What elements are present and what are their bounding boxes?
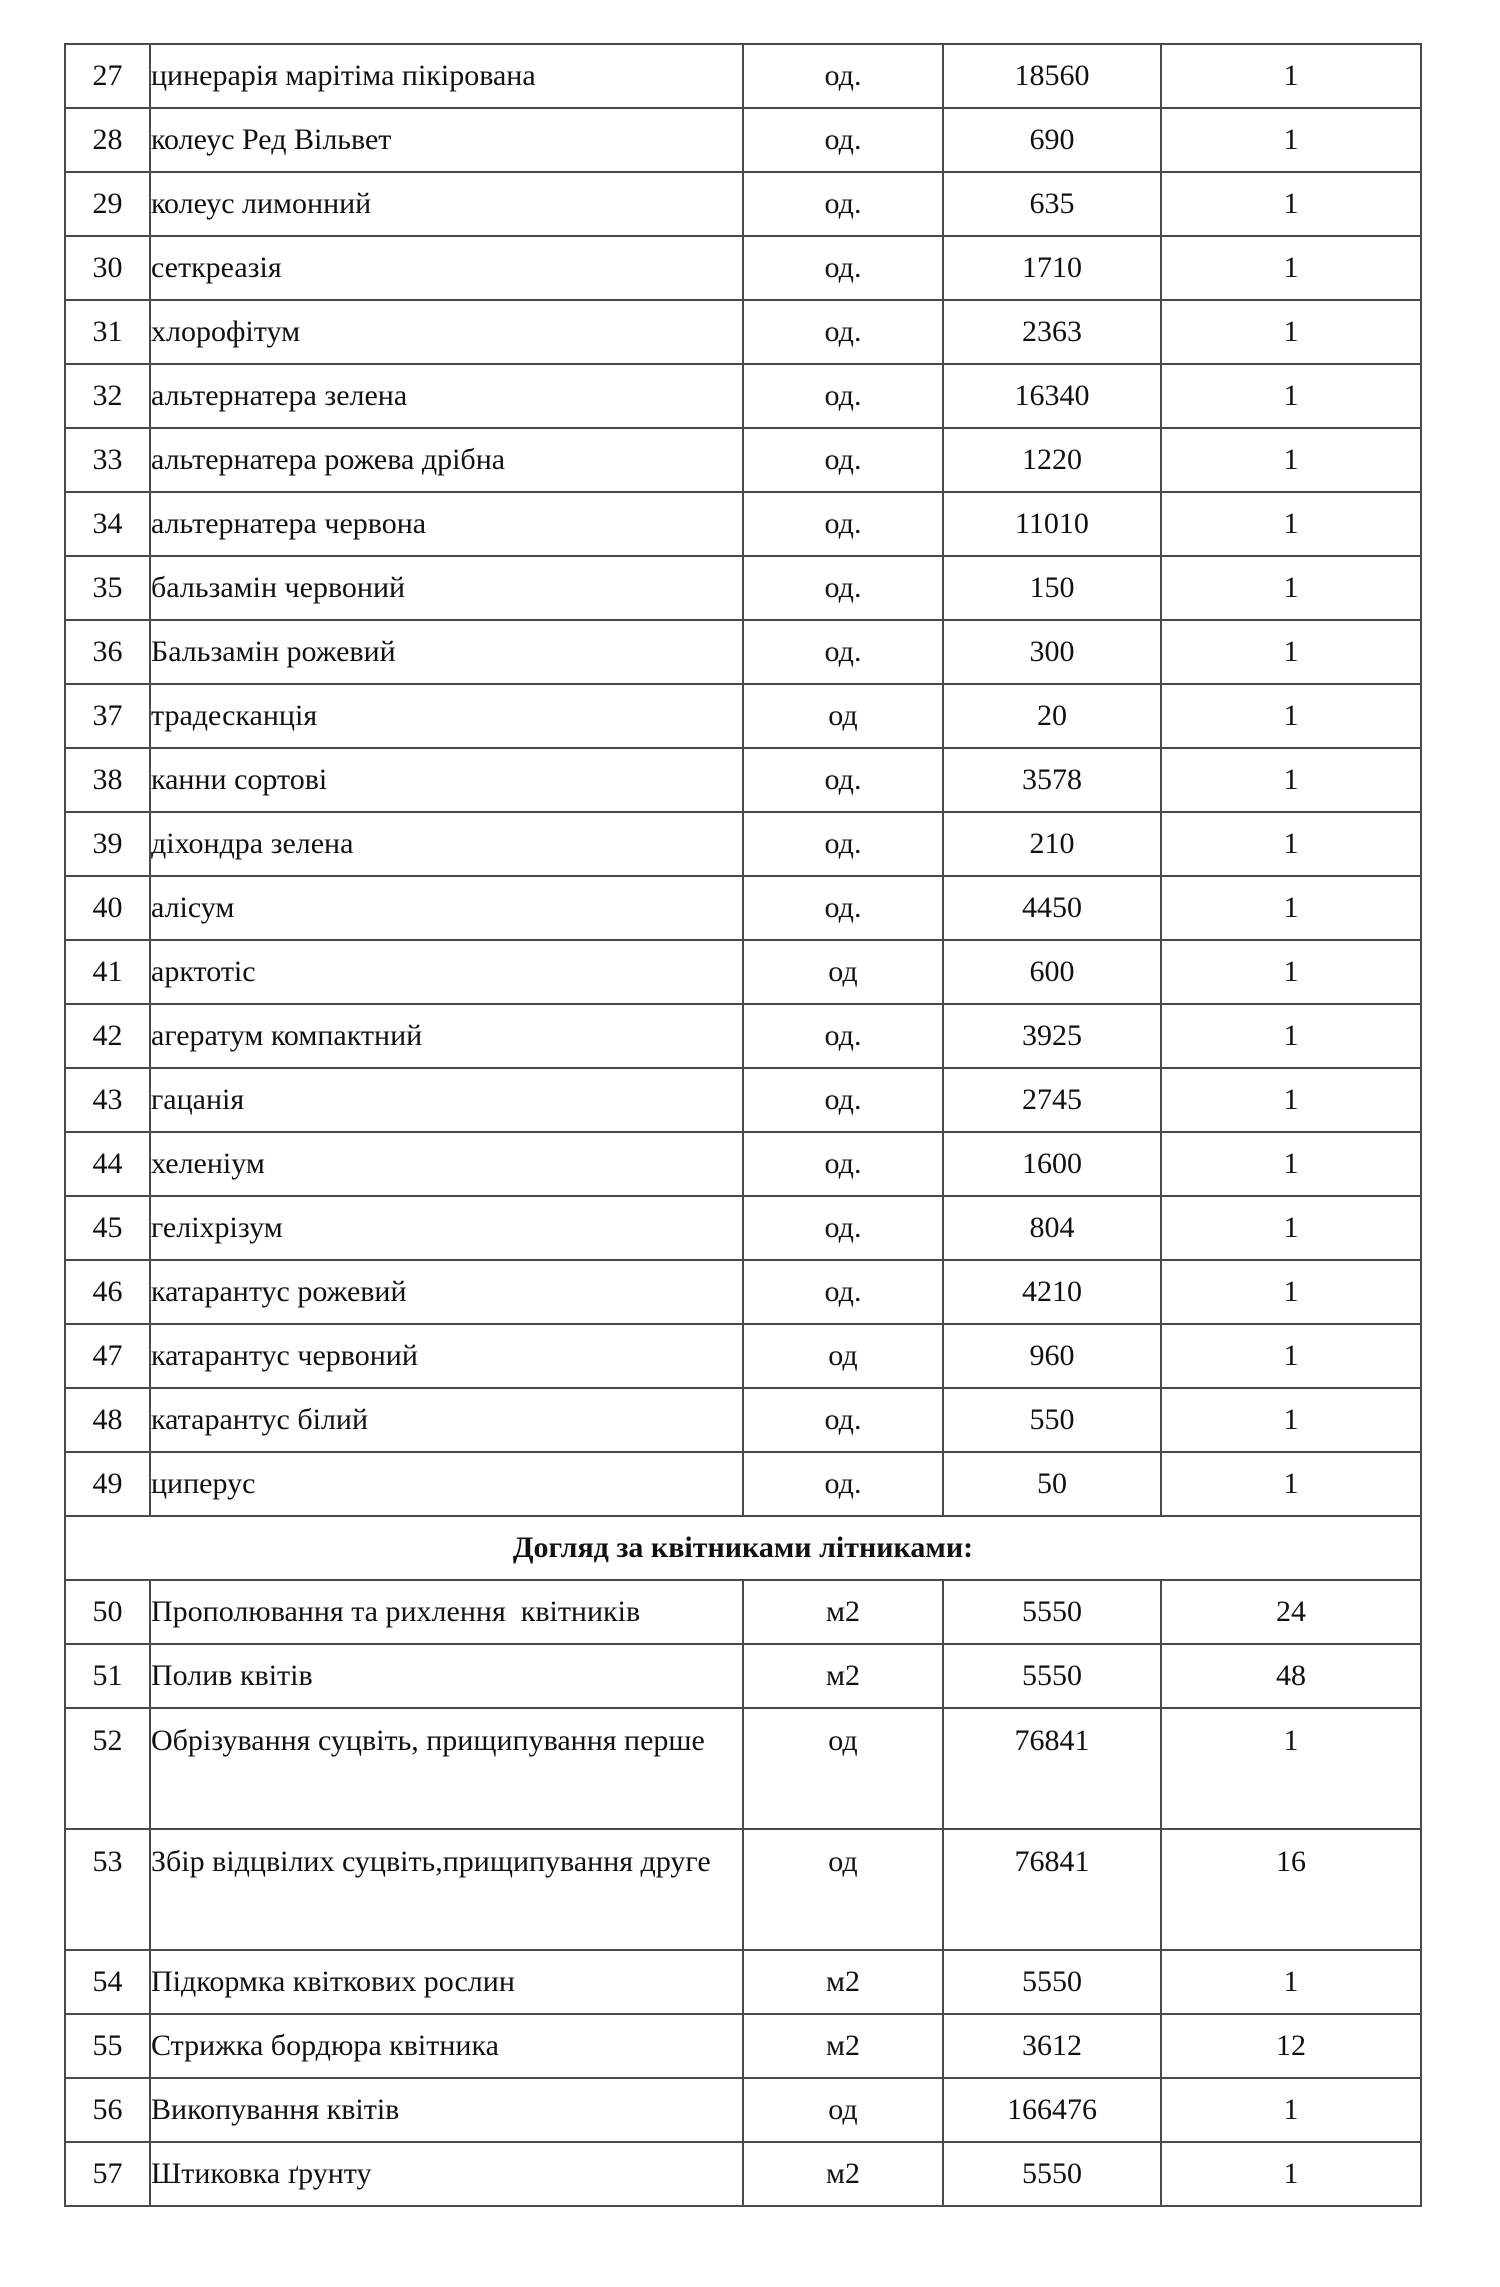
row-frequency: 1 [1161,876,1421,940]
row-quantity: 20 [943,684,1161,748]
row-unit: м2 [743,1644,943,1708]
row-frequency: 1 [1161,364,1421,428]
row-number: 30 [65,236,150,300]
table-row [65,748,1421,812]
table-row [65,1004,1421,1068]
table-row [65,2142,1421,2206]
row-name: альтернатера рожева дрібна [150,428,743,492]
row-unit: од. [743,492,943,556]
row-unit: од. [743,236,943,300]
row-name: Підкормка квіткових рослин [150,1950,743,2014]
table-row [65,876,1421,940]
table-row [65,1388,1421,1452]
row-number: 42 [65,1004,150,1068]
table-row [65,1829,1421,1950]
row-unit: од. [743,876,943,940]
row-quantity: 1600 [943,1132,1161,1196]
row-quantity: 5550 [943,1644,1161,1708]
table-row [65,1708,1421,1829]
row-number: 56 [65,2078,150,2142]
row-frequency: 1 [1161,44,1421,108]
row-quantity: 50 [943,1452,1161,1516]
row-quantity: 3925 [943,1004,1161,1068]
row-unit: м2 [743,2014,943,2078]
table-row [65,556,1421,620]
row-unit: од. [743,556,943,620]
row-number: 51 [65,1644,150,1708]
table-row [65,172,1421,236]
row-number: 49 [65,1452,150,1516]
row-name: Збір відцвілих суцвіть,прищипування друге [150,1829,743,1950]
row-name: сеткреазія [150,236,743,300]
row-quantity: 3612 [943,2014,1161,2078]
row-frequency: 1 [1161,1132,1421,1196]
row-quantity: 210 [943,812,1161,876]
row-number: 28 [65,108,150,172]
table-row [65,236,1421,300]
table-row [65,1324,1421,1388]
row-number: 44 [65,1132,150,1196]
row-name: Викопування квітів [150,2078,743,2142]
row-number: 38 [65,748,150,812]
row-unit: од. [743,364,943,428]
row-number: 32 [65,364,150,428]
table-row [65,2078,1421,2142]
row-frequency: 1 [1161,2142,1421,2206]
table-row [65,108,1421,172]
table-row [65,492,1421,556]
row-unit: м2 [743,1580,943,1644]
row-unit: од. [743,108,943,172]
row-quantity: 18560 [943,44,1161,108]
row-name: діхондра зелена [150,812,743,876]
row-quantity: 5550 [943,2142,1161,2206]
row-unit: од. [743,1068,943,1132]
row-quantity: 5550 [943,1950,1161,2014]
row-unit: од. [743,1004,943,1068]
row-unit: од [743,2078,943,2142]
row-name: хеленіум [150,1132,743,1196]
row-number: 57 [65,2142,150,2206]
row-name: Бальзамін рожевий [150,620,743,684]
row-quantity: 2363 [943,300,1161,364]
row-frequency: 1 [1161,172,1421,236]
row-name: Полив квітів [150,1644,743,1708]
row-name: катарантус білий [150,1388,743,1452]
table-row [65,364,1421,428]
row-quantity: 550 [943,1388,1161,1452]
row-unit: од [743,1708,943,1829]
row-frequency: 1 [1161,748,1421,812]
row-unit: од. [743,428,943,492]
table-row [65,1644,1421,1708]
row-quantity: 4450 [943,876,1161,940]
row-frequency: 48 [1161,1644,1421,1708]
row-name: традесканція [150,684,743,748]
row-quantity: 11010 [943,492,1161,556]
row-quantity: 300 [943,620,1161,684]
row-unit: од. [743,300,943,364]
row-frequency: 1 [1161,108,1421,172]
row-quantity: 3578 [943,748,1161,812]
table-row [65,940,1421,1004]
row-quantity: 166476 [943,2078,1161,2142]
row-number: 33 [65,428,150,492]
row-number: 36 [65,620,150,684]
row-quantity: 150 [943,556,1161,620]
row-frequency: 1 [1161,1452,1421,1516]
row-frequency: 16 [1161,1829,1421,1950]
row-name: циперус [150,1452,743,1516]
row-quantity: 16340 [943,364,1161,428]
row-name: Обрізування суцвіть, прищипування перше [150,1708,743,1829]
table-row [65,1196,1421,1260]
row-unit: од. [743,812,943,876]
row-frequency: 1 [1161,940,1421,1004]
row-name: арктотіс [150,940,743,1004]
row-frequency: 1 [1161,428,1421,492]
table-row [65,1068,1421,1132]
row-frequency: 1 [1161,492,1421,556]
table-row [65,2014,1421,2078]
row-number: 55 [65,2014,150,2078]
row-number: 43 [65,1068,150,1132]
row-name: гацанія [150,1068,743,1132]
row-unit: од [743,940,943,1004]
row-number: 46 [65,1260,150,1324]
table-row [65,1132,1421,1196]
row-unit: од. [743,1196,943,1260]
row-quantity: 690 [943,108,1161,172]
row-quantity: 635 [943,172,1161,236]
table-row [65,44,1421,108]
table-row [65,1950,1421,2014]
row-number: 31 [65,300,150,364]
row-unit: од. [743,1388,943,1452]
row-number: 27 [65,44,150,108]
table-row [65,1260,1421,1324]
row-unit: од. [743,44,943,108]
row-unit: м2 [743,1950,943,2014]
row-name: хлорофітум [150,300,743,364]
row-frequency: 1 [1161,1196,1421,1260]
row-name: алісум [150,876,743,940]
row-name: бальзамін червоний [150,556,743,620]
row-frequency: 1 [1161,1708,1421,1829]
row-unit: од. [743,748,943,812]
row-quantity: 2745 [943,1068,1161,1132]
row-number: 53 [65,1829,150,1950]
row-name: цинерарія марітіма пікірована [150,44,743,108]
row-quantity: 600 [943,940,1161,1004]
row-frequency: 12 [1161,2014,1421,2078]
table-row [65,428,1421,492]
row-name: геліхрізум [150,1196,743,1260]
row-name: канни сортові [150,748,743,812]
row-number: 54 [65,1950,150,2014]
row-quantity: 4210 [943,1260,1161,1324]
row-number: 40 [65,876,150,940]
row-unit: од. [743,1260,943,1324]
row-number: 39 [65,812,150,876]
row-unit: од [743,684,943,748]
row-unit: од [743,1829,943,1950]
row-number: 45 [65,1196,150,1260]
row-unit: од. [743,1132,943,1196]
row-frequency: 1 [1161,1324,1421,1388]
row-name: Стрижка бордюра квітника [150,2014,743,2078]
row-frequency: 1 [1161,1068,1421,1132]
row-name: катарантус рожевий [150,1260,743,1324]
row-number: 52 [65,1708,150,1829]
row-number: 34 [65,492,150,556]
row-quantity: 76841 [943,1829,1161,1950]
row-frequency: 1 [1161,236,1421,300]
section-header-row [65,1516,1421,1580]
table-row [65,1452,1421,1516]
row-number: 29 [65,172,150,236]
row-quantity: 804 [943,1196,1161,1260]
table-row [65,812,1421,876]
row-quantity: 1710 [943,236,1161,300]
row-quantity: 1220 [943,428,1161,492]
row-number: 35 [65,556,150,620]
row-number: 50 [65,1580,150,1644]
row-frequency: 1 [1161,684,1421,748]
row-frequency: 1 [1161,620,1421,684]
row-unit: од [743,1324,943,1388]
row-name: катарантус червоний [150,1324,743,1388]
row-name: Прополювання та рихлення квітників [150,1580,743,1644]
row-name: колеус лимонний [150,172,743,236]
row-number: 48 [65,1388,150,1452]
row-unit: од. [743,1452,943,1516]
row-number: 47 [65,1324,150,1388]
row-frequency: 1 [1161,300,1421,364]
works-table-body [65,44,1421,2206]
works-table [64,43,1422,2207]
row-name: альтернатера червона [150,492,743,556]
row-frequency: 1 [1161,2078,1421,2142]
row-unit: од. [743,620,943,684]
row-name: альтернатера зелена [150,364,743,428]
row-unit: од. [743,172,943,236]
row-frequency: 24 [1161,1580,1421,1644]
row-frequency: 1 [1161,1950,1421,2014]
row-frequency: 1 [1161,1004,1421,1068]
table-row [65,684,1421,748]
row-unit: м2 [743,2142,943,2206]
row-name: колеус Ред Вільвет [150,108,743,172]
table-row [65,620,1421,684]
section-title: Догляд за квітниками літниками: [65,1516,1421,1580]
row-quantity: 76841 [943,1708,1161,1829]
table-row [65,300,1421,364]
row-quantity: 5550 [943,1580,1161,1644]
table-row [65,1580,1421,1644]
row-frequency: 1 [1161,1260,1421,1324]
row-quantity: 960 [943,1324,1161,1388]
row-number: 37 [65,684,150,748]
row-frequency: 1 [1161,812,1421,876]
row-number: 41 [65,940,150,1004]
row-name: Штиковка ґрунту [150,2142,743,2206]
row-name: агератум компактний [150,1004,743,1068]
row-frequency: 1 [1161,556,1421,620]
row-frequency: 1 [1161,1388,1421,1452]
